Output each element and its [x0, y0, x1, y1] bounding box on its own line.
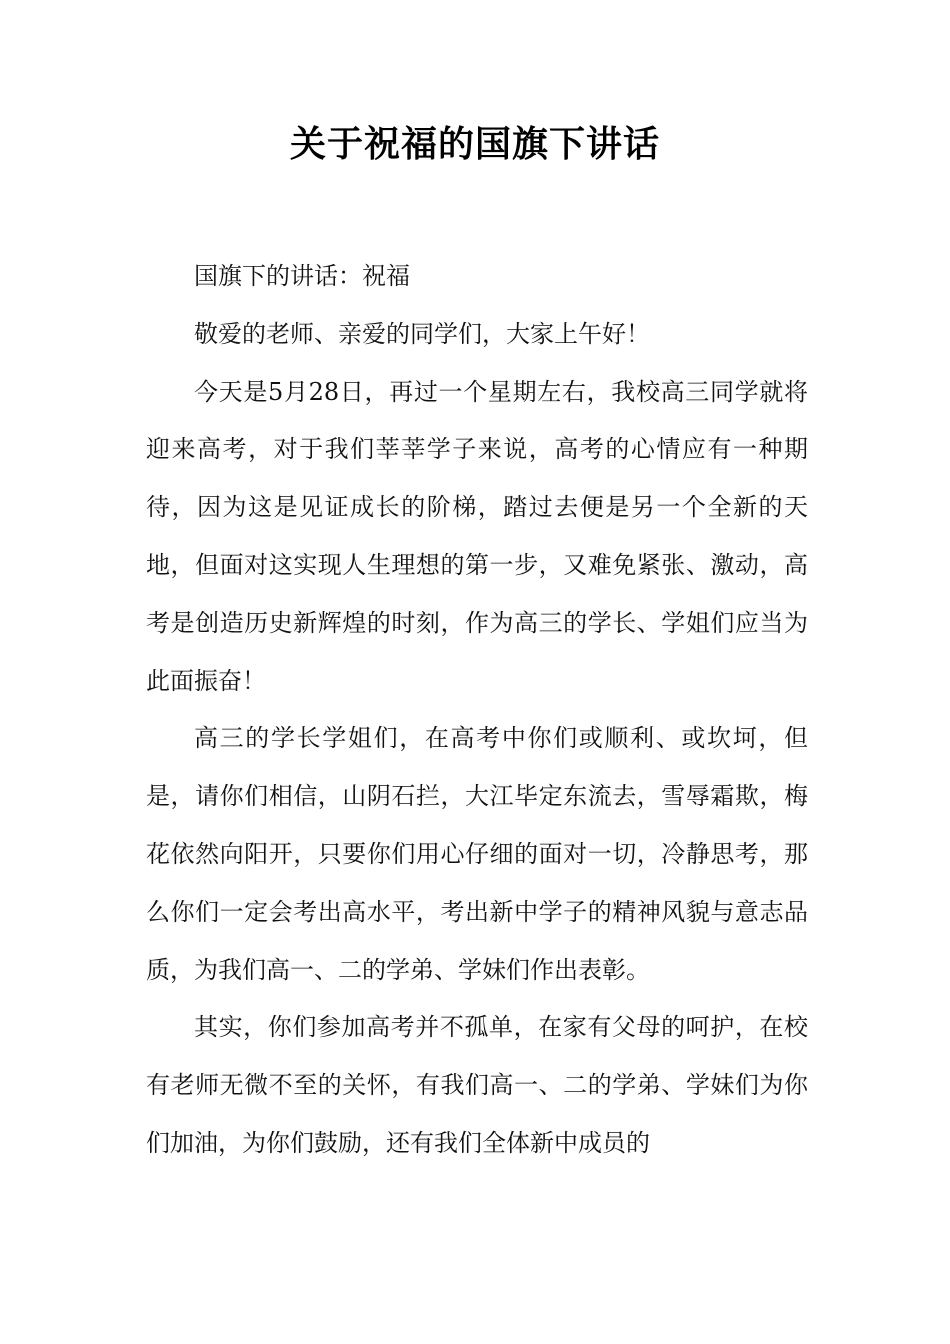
paragraph-body-3: 其实，你们参加高考并不孤单，在家有父母的呵护，在校有老师无微不至的关怀，有我们高一、二的学弟、学妹们为你们加油，为你们鼓励，还有我们全体新中成员的: [146, 1013, 808, 1157]
paragraph-heading: 国旗下的讲话：祝福: [194, 262, 410, 290]
paragraph-body-2: 高三的学长学姐们，在高考中你们或顺利、或坎坷，但是，请你们相信，山阴石拦，大江毕定东流去，雪辱霜欺，梅花依然向阳开，只要你们用心仔细的面对一切，冷静思考，那么你们一定会考出高水平，考出新中学子的精神风貌与意志品质，为我们高一、二的学弟、学妹们作出表彰。: [146, 724, 808, 984]
document-title: 关于祝福的国旗下讲话: [289, 123, 660, 165]
paragraph-body-1: 今天是5月28日，再过一个星期左右，我校高三同学就将迎来高考，对于我们莘莘学子来说，高考的心情应有一种期待，因为这是见证成长的阶梯，踏过去便是另一个全新的天地，但面对这实现人生理想的第一步，又难免紧张、激动，高考是创造历史新辉煌的时刻，作为高三的学长、学姐们应当为此面振奋！: [146, 377, 808, 695]
paragraph-greeting: 敬爱的老师、亲爱的同学们，大家上午好！: [194, 319, 650, 348]
document-body: [146, 248, 808, 1173]
